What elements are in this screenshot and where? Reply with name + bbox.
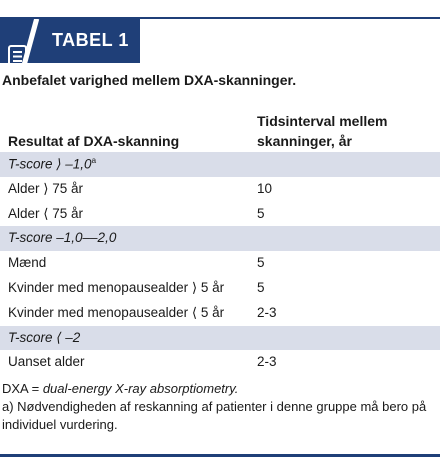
table-row: [0, 301, 440, 326]
row-label-text: Alder ⟩ 75 år: [8, 180, 84, 196]
row-value: 5: [257, 279, 265, 295]
table-row: [0, 177, 440, 202]
table-body: [0, 152, 440, 375]
row-label: [8, 255, 46, 270]
table-group-row: [0, 226, 440, 251]
table-row: [0, 202, 440, 227]
table-row: [0, 276, 440, 301]
row-value: 5: [257, 255, 265, 271]
row-label-text: T-score ⟨ –2: [8, 329, 81, 345]
row-value: 2-3: [257, 304, 277, 320]
column-header-interval: [257, 111, 387, 151]
row-label: [8, 156, 96, 173]
table-caption: Anbefalet varighed mellem DXA-skanninger.: [2, 72, 297, 88]
column-header-interval-line1: Tidsinterval mellem: [257, 113, 388, 129]
table-title: TABEL 1: [52, 30, 129, 50]
row-label: [8, 280, 224, 296]
footnote-marker: a: [91, 156, 97, 165]
abbreviation-definition: dual-energy X-ray absorptiometry.: [42, 381, 239, 396]
row-label: [8, 354, 85, 369]
row-label-text: Alder ⟨ 75 år: [8, 205, 84, 221]
row-label: [8, 181, 83, 197]
abbreviation-footnote: [2, 380, 438, 398]
row-value: 10: [257, 180, 273, 196]
row-label-text: Mænd: [8, 255, 47, 271]
table-row: [0, 350, 440, 375]
row-label: [8, 305, 224, 321]
column-header-result: Resultat af DXA-skanning: [8, 133, 180, 149]
row-label-text: T-score ⟩ –1,0: [8, 156, 92, 172]
document-list-icon: [7, 45, 29, 69]
row-label: [8, 206, 83, 222]
row-value: 5: [257, 205, 265, 221]
row-label-text: Uanset alder: [8, 354, 85, 370]
row-label-text: T-score –1,0––2,0: [8, 230, 117, 246]
row-label: [8, 330, 80, 346]
footnotes: [2, 380, 438, 434]
bottom-rule: [0, 454, 440, 457]
footnote-a: a) Nødvendigheden af reskanning af patienter i denne gruppe må bero på individuel vurdering.: [2, 399, 427, 432]
row-label-text: Kvinder med menopausealder ⟩ 5 år: [8, 279, 225, 295]
abbreviation-term: DXA =: [2, 381, 43, 396]
column-header-interval-line2: skanninger, år: [257, 133, 352, 149]
row-value: 2-3: [257, 354, 277, 370]
table-row: [0, 251, 440, 276]
table-group-row: [0, 326, 440, 351]
row-label: [8, 230, 116, 245]
row-label-text: Kvinder med menopausealder ⟨ 5 år: [8, 304, 225, 320]
table-group-row: [0, 152, 440, 177]
